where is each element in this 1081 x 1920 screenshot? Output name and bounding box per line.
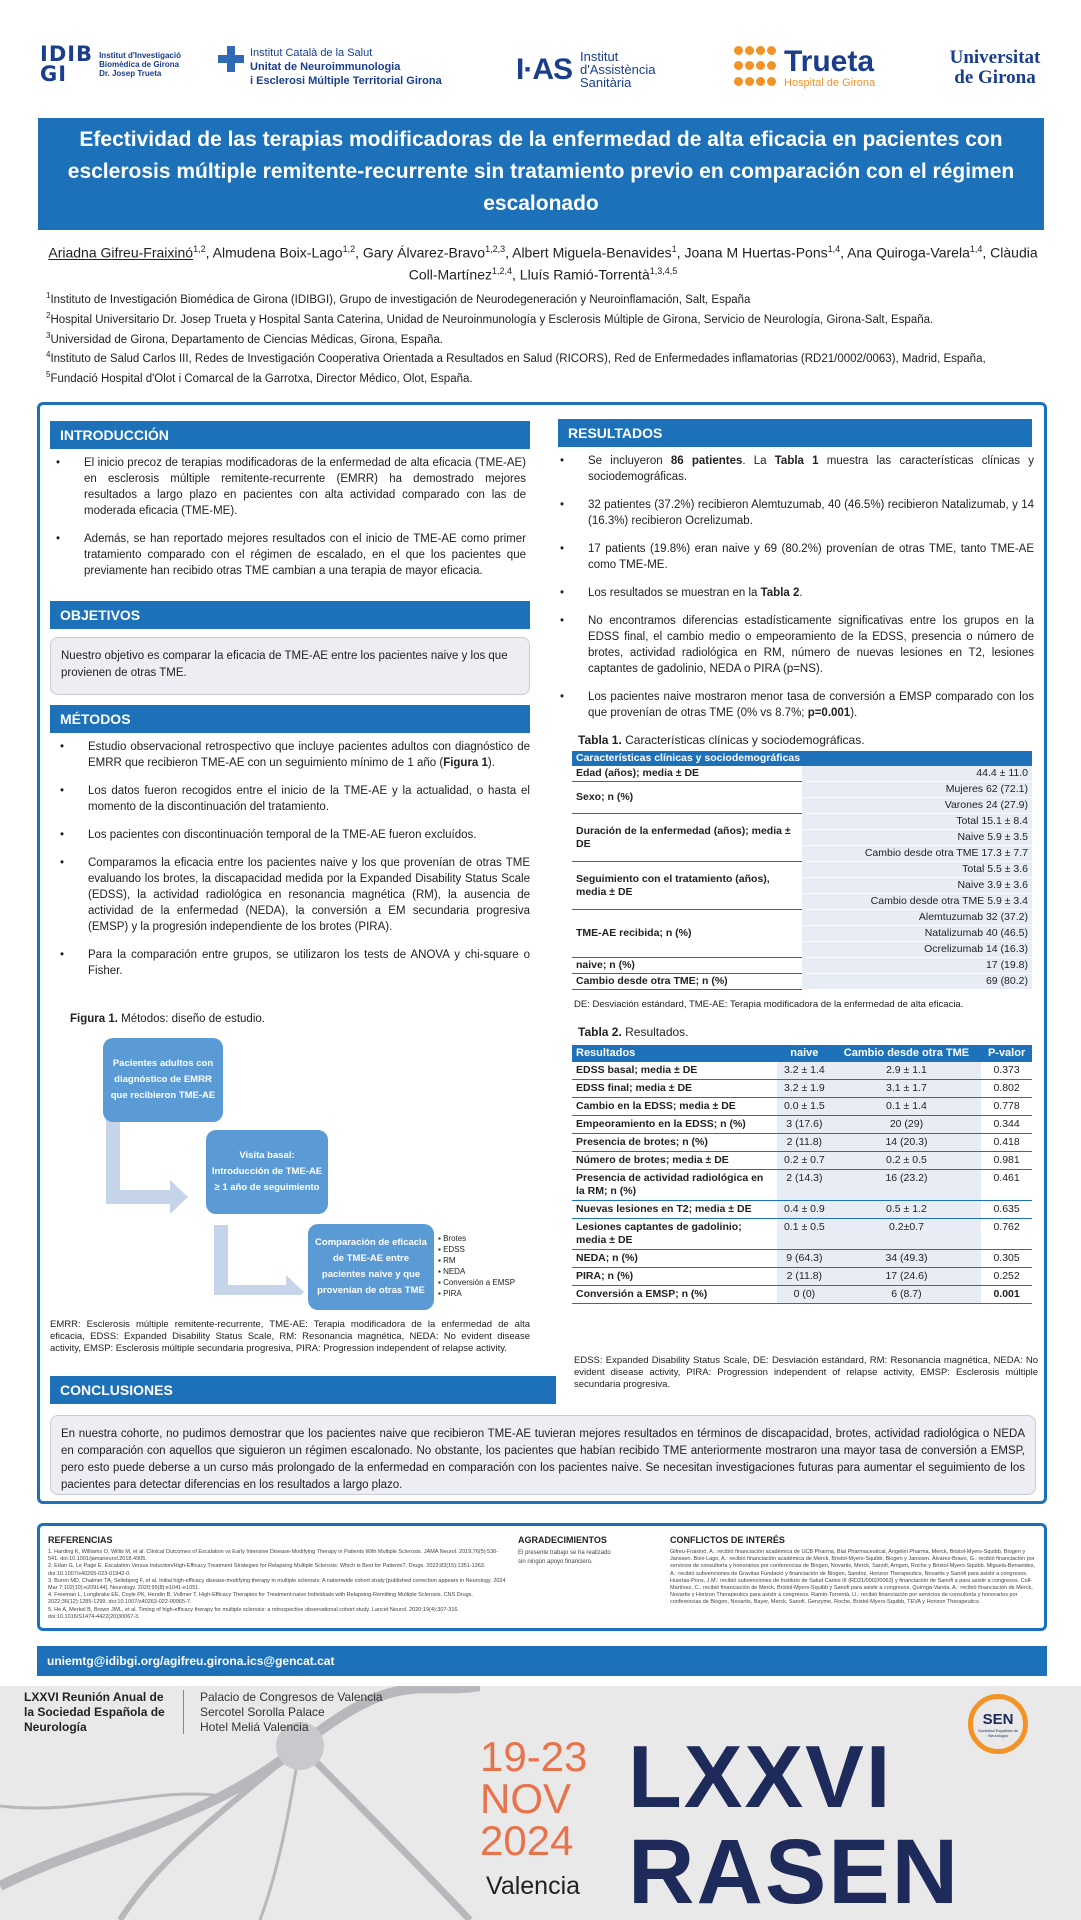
meeting-name: LXXVI Reunión Anual de la Sociedad Española de Neurología [24, 1690, 165, 1734]
affiliation-number: 1 [46, 291, 51, 300]
table2-cell: Cambio en la EDSS; media ± DE [572, 1098, 777, 1116]
table1-value-cell: Varones 24 (27.9) [802, 798, 1032, 814]
table2-row [572, 1201, 1032, 1219]
author-affiliation-sup: 1,3,4,5 [649, 265, 678, 276]
flow-arrow-1 [106, 1119, 188, 1214]
table2-row [572, 1286, 1032, 1304]
flow-outcomes-list [438, 1233, 515, 1299]
reference-item: 5. He A, Merkel B, Brown JWL, et al. Timing of high-efficacy therapy for multiple sclerosis: a retrospective observational cohort study. Lancet Neurol. 2020;19(4):307-316. doi:10.1016/S1474-4422(20)30067-3. [48, 1606, 459, 1620]
congress-acronym: RASEN [628, 1821, 961, 1920]
table2-cell: Nuevas lesiones en T2; media ± DE [572, 1201, 777, 1219]
table2-cell: EDSS final; media ± DE [572, 1080, 777, 1098]
affiliation-line [46, 347, 1056, 367]
table2-cell: 6 (8.7) [832, 1286, 981, 1304]
affiliation-number: 4 [46, 350, 51, 360]
table2-cell: 0.461 [981, 1170, 1032, 1201]
ics-line2: Unitat de Neuroimmunologia [250, 61, 401, 73]
poster-title: Efectividad de las terapias modificadoras de la enfermedad de alta eficacia en pacientes con esclerosis múltiple remitente-recurrente sin tratamiento previo en comparación con el régimen escalonado [38, 118, 1044, 230]
reference-item: 2. Edan G, Le Page E. Escalation Versus Induction/High-Efficacy Treatment Strategies for Relapsing Multiple Sclerosis: Which is Best for Patients?. Drugs. 2023;83(15):1351-1363. doi:10.1007/s40265-023-01942-0. [48, 1563, 486, 1577]
table2-cell: 9 (64.3) [777, 1250, 832, 1268]
table1-value-cell: 69 (80.2) [802, 974, 1032, 990]
objectives-box: Nuestro objetivo es comparar la eficacia de TME-AE entre los pacientes naive y los que provienen de otras TME. [50, 637, 530, 695]
table1-value-cell: Natalizumab 40 (46.5) [802, 926, 1032, 942]
table1-label-cell: Edad (años); media ± DE [572, 766, 802, 782]
table2-cell: 0.418 [981, 1134, 1032, 1152]
table1-value-cell: Total 15.1 ± 8.4 [802, 814, 1032, 830]
table2-cell: Conversión a EMSP; n (%) [572, 1286, 777, 1304]
methods-bullet: • Estudio observacional retrospectivo que incluye pacientes adultos con diagnóstico de EMRR que recibieron TME-AE con un seguimiento mínimo de 1 año (Figura 1). [50, 739, 530, 771]
affiliation-text: Universidad de Girona, Departamento de Ciencias Médicas, Girona, España. [50, 333, 443, 346]
intro-bullet: • Además, se han reportado mejores resultados con el inicio de TME-AE como primer tratamiento comparado con el régimen de escalado, en el que los pacientes que previamente han recibido otras TME cambian a una terapia de mayor eficacia. [46, 531, 526, 579]
reference-item: 4. Freeman L, Longbrake EE, Coyle PK, Hendin B, Vollmer T. High-Efficacy Therapies for Treatment-naive Individuals with Relapsing-Remitting Multiple Sclerosis. CNS Drugs. 2022;36(12):1285-1299. doi:10.1007/s40263-022-00965-7. [48, 1592, 473, 1606]
acknowledgements-column [518, 1534, 618, 1567]
table2-cell: Presencia de brotes; n (%) [572, 1134, 777, 1152]
table1-row [572, 910, 1032, 926]
table2-header-cell: P-valor [981, 1045, 1032, 1062]
ias-text: Institut d'Assistència Sanitària [580, 49, 656, 90]
table1-label-cell: Sexo; n (%) [572, 782, 802, 814]
author-affiliation-sup: 1,2 [193, 244, 206, 254]
table2-row [572, 1219, 1032, 1250]
results-bullet: • No encontramos diferencias estadísticamente significativas entre los grupos en la EDSS final, el cambio medio o empeoramiento de la EDSS, presencia o número de brotes, actividad radiológica en RM, número de nuevas lesiones en T2, lesiones captantes de gadolinio, NEDA o PIRA (p=NS). [550, 613, 1034, 677]
results-bullet: • 17 patients (19.8%) eran naive y 69 (80.2%) provenían de otras TME, tanto TME-AE como TME-ME. [550, 541, 1034, 573]
table1-value-cell: Alemtuzumab 32 (37.2) [802, 910, 1032, 926]
intro-bullets [46, 455, 526, 591]
results-bullet: • 32 patientes (37.2%) recibieron Alemtuzumab, 40 (46.5%) recibieron Natalizumab, y 14 (16.3%) recibieron Ocrelizumab. [550, 497, 1034, 529]
methods-bullet: • Los pacientes con discontinuación temporal de la TME-AE fueron excluídos. [50, 827, 530, 843]
trueta-sub: Hospital de Girona [784, 77, 876, 89]
flow-outcome-item: ▪ Brotes [438, 1233, 515, 1244]
table1-row [572, 862, 1032, 878]
table2-header-cell: naive [777, 1045, 832, 1062]
ics-cross-icon [218, 46, 244, 72]
affiliation-number: 5 [46, 370, 51, 380]
intro-heading: INTRODUCCIÓN [50, 421, 530, 449]
affiliation-text: Instituto de Investigación Biomédica de Girona (IDIBGI), Grupo de investigación de Neurodegeneración y Neuroinflamación, Salt, España [50, 293, 751, 306]
author-name: Ana Quiroga-Varela [847, 244, 970, 261]
congress-dates: 19-23 NOV 2024 [480, 1733, 588, 1864]
table1-row [572, 958, 1032, 974]
table1-value-cell: Cambio desde otra TME 17.3 ± 7.7 [802, 846, 1032, 862]
table2-cell: 0.4 ± 0.9 [777, 1201, 832, 1219]
coi-text: Gifreu-Fraixinó, A.: recibió financiación académica de UCB Pharma, Bial Pharmaceutical, Angelini Pharma, Merck, Bristol-Myers-Squibb, Biogen y Janssen. Boix-Lago, A.: recibió financiación académica de Merck, Bristol-Myers-Squibb, Biogen y Janssen. Álvarez-Bravo, G.: recibió financiación por servicios de consultoría y honorarios por conferencias de Biogen, Novartis, Merck, Sanofi, Amgen, Roche y Bristol-Myers-Squibb. Miguela-Benavides, A.: recibió subvenciones de Gravitas Fundació y financiación de Biogen, Sandoz, Horizon Therapeutics, Novartis y Sanofi para asistir a congresos. Huertas-Pons, J.M.: recibió subvenciones de Instituto de Salud Carlos III (RD21/0002/0063) y financiación de Sanofi a para asistir a congresos. Coll-Martínez, C.: recibió financiación de Merck, Bristol-Myers-Squibb y Sanofi para asistir a congresos. Quiroga-Varela, A.: recibió financiación de Merck, Novartis y Horizon Therapeutics para asistir a congresos. Ramió-Torrentà, Ll.: recibió financiación por servicios de consultoría y honorarios por conferencias de Biogen, Novartis, Bayer, Merck, Sanofi, Genzyme, Roche, Bristol-Myers-Squibb, TEVA y Horizon Therapeutics. [670, 1549, 1036, 1606]
table2-cell: 0.5 ± 1.2 [832, 1201, 981, 1219]
table1-value-cell: Total 5.5 ± 3.6 [802, 862, 1032, 878]
table2-cell: 0.373 [981, 1062, 1032, 1080]
affiliation-line [46, 308, 1056, 328]
table2-cell: 2.9 ± 1.1 [832, 1062, 981, 1080]
results-bullet: • Los resultados se muestran en la Tabla 2. [550, 585, 1034, 601]
table2-cell: 0.344 [981, 1116, 1032, 1134]
table1-row [572, 782, 1032, 798]
table2-row [572, 1134, 1032, 1152]
table1-value-cell: Ocrelizumab 14 (16.3) [802, 942, 1032, 958]
table2-row [572, 1062, 1032, 1080]
table2-header-row [572, 1045, 1032, 1062]
flow-outcome-item: ▪ Conversión a EMSP [438, 1277, 515, 1288]
ack-text: El presente trabajo se ha realizado sin ningún apoyo financiero. [518, 1550, 611, 1565]
table2-cell: Empeoramiento en la EDSS; n (%) [572, 1116, 777, 1134]
table2-cell: EDSS basal; media ± DE [572, 1062, 777, 1080]
main-panel [37, 402, 1047, 1504]
logos-bar [0, 0, 1081, 115]
objectives-heading: OBJETIVOS [50, 601, 530, 629]
methods-bullet: • Comparamos la eficacia entre los pacientes naive y los que provenían de otras TME evaluando los brotes, la discapacidad medida por la Expanded Disability Status Scale (EDSS), la actividad radiológica en resonancia magnética (RM), la ausencia de actividad de la enfermedad (NEDA), la conversión a EM secundaria progresiva (EMSP) y la progresión independiente de los brotes (PIRA). [50, 855, 530, 935]
table1-value-cell: Naive 3.9 ± 3.6 [802, 878, 1032, 894]
author-name: Clàudia Coll-Martínez [408, 244, 1038, 283]
author-affiliation-sup: 1,4 [827, 244, 841, 254]
affiliation-number: 3 [46, 330, 51, 340]
table1-label-cell: Duración de la enfermedad (años); media ± DE [572, 814, 802, 862]
table2-cell: 0.2 ± 0.7 [777, 1152, 832, 1170]
table2-cell: Lesiones captantes de gadolinio; media ± DE [572, 1219, 777, 1250]
figure1-caption-text: Métodos: diseño de estudio. [117, 1013, 265, 1025]
table1-label-cell: Cambio desde otra TME; n (%) [572, 974, 802, 990]
table1-label-cell: Seguimiento con el tratamiento (años), media ± DE [572, 862, 802, 910]
references-heading: REFERENCIAS [48, 1535, 113, 1545]
table2-cell: 2 (11.8) [777, 1268, 832, 1286]
author-name: Lluís Ramió-Torrentà [519, 266, 650, 283]
ias-logo [516, 50, 680, 89]
table2-row [572, 1268, 1032, 1286]
table1-row [572, 814, 1032, 830]
ics-line3: i Esclerosi Múltiple Territorial Girona [250, 75, 442, 87]
table2-cell: 0.2±0.7 [832, 1219, 981, 1250]
results-bullet: • Los pacientes naive mostraron menor tasa de conversión a EMSP comparado con los que provenían de otras TME (0% vs 8.7%; p=0.001). [550, 689, 1034, 721]
table1-label-cell: naive; n (%) [572, 958, 802, 974]
table2-cell: Presencia de actividad radiológica en la RM; n (%) [572, 1170, 777, 1201]
table2-cell: 0.778 [981, 1098, 1032, 1116]
flow-outcome-item: ▪ NEDA [438, 1266, 515, 1277]
authors: Ariadna Gifreu-Fraixinó$^{1,2}$, Almudena Boix-Lago$^{1,2}$, Gary Álvarez-Bravo$^{1,2,3}$, Albert Miguela-Benavides$^1$, Joana M Huertas-Pons$^{1,4}$, Ana Quiroga-Varela$^{1,4}$, Clàudia Coll-Martínez$^{1,2,4}$, Lluís Ramió-Torrentà$^{1,3,4,5}$ [48, 244, 1038, 283]
table1-caption: Tabla 1. Características clínicas y sociodemográficas. [578, 733, 865, 747]
affiliation-text: Fundació Hospital d'Olot i Comarcal de la Garrotxa, Director Médico, Olot, España. [50, 373, 473, 386]
table2-row [572, 1116, 1032, 1134]
references-column [48, 1534, 508, 1621]
conflicts-column [670, 1534, 1040, 1607]
table2-row [572, 1170, 1032, 1201]
table2-cell: 20 (29) [832, 1116, 981, 1134]
table2-cell: 0.762 [981, 1219, 1032, 1250]
trueta-dots-icon [734, 46, 778, 90]
intro-bullet: • El inicio precoz de terapias modificadoras de la enfermedad de alta eficacia (TME-AE) en esclerosis múltiple remitente-recurrente (EMRR) ha demostrado mejores resultados a largo plazo en pacientes con alta actividad comparado con las de moderada eficacia (TME-ME). [46, 455, 526, 519]
affiliation-line [46, 328, 1056, 348]
table1-label-cell: TME-AE recibida; n (%) [572, 910, 802, 958]
table2-row [572, 1098, 1032, 1116]
contact-email[interactable]: uniemtg@idibgi.org/agifreu.girona.ics@gencat.cat [37, 1646, 1047, 1676]
table2-cell: 14 (20.3) [832, 1134, 981, 1152]
figure1-caption [70, 1013, 265, 1025]
table2-cell: 0.305 [981, 1250, 1032, 1268]
table1-row [572, 766, 1032, 782]
flow-arrow-2 [214, 1225, 304, 1295]
table2-cell: 3.1 ± 1.7 [832, 1080, 981, 1098]
footer-divider [183, 1690, 184, 1734]
trueta-name: Trueta [784, 45, 875, 78]
table2-cell: 0.2 ± 0.5 [832, 1152, 981, 1170]
table2-cell: 17 (24.6) [832, 1268, 981, 1286]
methods-bullet: • Para la comparación entre grupos, se utilizaron los tests de ANOVA y chi-square o Fisher. [50, 947, 530, 979]
table2-note: EDSS: Expanded Disability Status Scale, DE: Desviación estándard, RM: Resonancia magnética, NEDA: No evident disease activity, PIRA: Progression independent of relapse activity, EMSP: Esclerosis múltiple secundaria progresiva. [574, 1355, 1038, 1390]
results-bullets [550, 453, 1034, 733]
table2-cell: 0 (0) [777, 1286, 832, 1304]
table2 [572, 1045, 1032, 1304]
table2-cell: Número de brotes; media ± DE [572, 1152, 777, 1170]
affiliation-text: Hospital Universitario Dr. Josep Trueta y Hospital Santa Caterina, Unidad de Neuroinmunología y Esclerosis Múltiple de Girona, Servicio de Neurología, Girona-Salt, España. [50, 313, 934, 326]
table2-cell: 34 (49.3) [832, 1250, 981, 1268]
ack-heading: AGRADECIMIENTOS [518, 1535, 607, 1545]
table1-note: DE: Desviación estándard, TME-AE: Terapia modificadora de la enfermedad de alta eficacia. [574, 999, 964, 1010]
results-heading: RESULTADOS [558, 419, 1032, 447]
table1-value-cell: 44.4 ± 11.0 [802, 766, 1032, 782]
trueta-logo [734, 46, 875, 90]
table2-caption: Tabla 2. Resultados. [578, 1025, 689, 1039]
table2-cell: 3.2 ± 1.4 [777, 1062, 832, 1080]
author-name: Almudena Boix-Lago [212, 244, 343, 261]
table2-header-cell: Cambio desde otra TME [832, 1045, 981, 1062]
sen-logo: SEN Sociedad Española de Neurología [968, 1694, 1028, 1754]
author-affiliation-sup: 1 [671, 244, 677, 254]
table2-cell: 0.1 ± 0.5 [777, 1219, 832, 1250]
flow-box-patients: Pacientes adultos con diagnóstico de EMRR que recibieron TME-AE [103, 1038, 223, 1122]
affiliation-line [46, 288, 1056, 308]
author-affiliation-sup: 1,2,4 [491, 265, 513, 276]
affiliation-line [46, 367, 1056, 387]
coi-heading: CONFLICTOS DE INTERÉS [670, 1535, 785, 1545]
author-name: Gary Álvarez-Bravo [362, 244, 486, 261]
table2-cell: 2 (14.3) [777, 1170, 832, 1201]
results-bullet: • Se incluyeron 86 patientes. La Tabla 1 muestra las características clínicas y sociodemográficas. [550, 453, 1034, 485]
table2-cell: 0.001 [981, 1286, 1032, 1304]
table1-value-cell: 17 (19.8) [802, 958, 1032, 974]
affiliations [46, 288, 1056, 387]
references-panel [37, 1523, 1047, 1631]
figure1-caption-bold: Figura 1. [70, 1013, 118, 1025]
author-name: Albert Miguela-Benavides [512, 244, 672, 261]
table2-cell: PIRA; n (%) [572, 1268, 777, 1286]
author-affiliation-sup: 1,4 [969, 244, 983, 254]
table1 [572, 751, 1032, 990]
table2-cell: 3 (17.6) [777, 1116, 832, 1134]
udg-logo: Universitat de Girona [949, 47, 1041, 88]
table2-cell: 16 (23.2) [832, 1170, 981, 1201]
table2-cell: 0.1 ± 1.4 [832, 1098, 981, 1116]
table1-value-cell: Cambio desde otra TME 5.9 ± 3.4 [802, 894, 1032, 910]
table2-row [572, 1080, 1032, 1098]
author-affiliation-sup: 1,2,3 [485, 244, 506, 254]
table1-value-cell: Naive 5.9 ± 3.5 [802, 830, 1032, 846]
ics-line1: Institut Català de la Salut [250, 47, 373, 59]
author-name: Joana M Huertas-Pons [684, 244, 828, 261]
ias-mark: I·AS [516, 52, 572, 86]
table2-cell: NEDA; n (%) [572, 1250, 777, 1268]
conclusions-heading: CONCLUSIONES [50, 1376, 556, 1404]
idibgi-text: Institut d'Investigació Biomèdica de Girona Dr. Josep Trueta [99, 50, 181, 78]
table2-header-cell: Resultados [572, 1045, 777, 1062]
table2-cell: 0.0 ± 1.5 [777, 1098, 832, 1116]
table2-row [572, 1250, 1032, 1268]
flow-box-comparison: Comparación de eficacia de TME-AE entre pacientes naive y que provenían de otras TME [308, 1224, 434, 1310]
reference-item: 3. Buron MD, Chalmer TA, Sellebjerg F, et al. Initial high-efficacy disease-modifying therapy in multiple sclerosis: A nationwide cohort study [published correction appears in Neurology. 2024 Mar 7;102(10):e209144]. Neurology. 2020;95(8):e1041-e1051. [48, 1577, 506, 1592]
idibgi-logo [40, 44, 189, 84]
ics-logo [218, 46, 442, 88]
congress-city: Valencia [486, 1872, 581, 1900]
affiliation-text: Instituto de Salud Carlos III, Redes de Investigación Cooperativa Orientada a Resultados en Salud (RICORS), Red de Enfermedades inflamatorias (RD21/0002/0063), Madrid, España, [50, 353, 986, 366]
affiliation-number: 2 [46, 310, 51, 320]
author-affiliation-sup: 1,2 [342, 244, 356, 254]
table1-value-cell: Mujeres 62 (72.1) [802, 782, 1032, 798]
methods-abbreviations: EMRR: Esclerosis múltiple remitente-recurrente, TME-AE: Terapia modificadora de la enfermedad de alta eficacia, EDSS: Expanded Disability Status Scale, RM: Resonancia magnética, NEDA: No evident disease activity, EMSP: Esclerosis múltiple secundaria progresiva, PIRA: Progression independent of relapse activity. [50, 1319, 530, 1354]
methods-bullet: • Los datos fueron recogidos entre el inicio de la TME-AE y la actualidad, o hasta el momento de la discontinuación del tratamiento. [50, 783, 530, 815]
conclusions-box: En nuestra cohorte, no pudimos demostrar que los pacientes naive que recibieron TME-AE tuvieran mejores resultados en términos de discapacidad, brotes, actividad radiológica o NEDA en comparación con aquellos que siguieron un régimen escalonado. No obstante, los pacientes que habían recibido TME anteriormente mostraron una mayor tasa de conversión a EMSP, pero esto puede deberse a un curso más prolongado de la enfermedad en comparación con los pacientes naive. Se necesitan investigaciones futuras para aumentar el seguimiento de los pacientes para detectar diferencias en los resultados a largo plazo. [50, 1415, 1036, 1495]
author-name: Ariadna Gifreu-Fraixinó [48, 244, 194, 261]
reference-item: 1. Harding K, Williams O, Willis M, et al. Clinical Outcomes of Escalation vs Early Intensive Disease-Modifying Therapy in Patients With Multiple Sclerosis. JAMA Neurol. 2019;76(5):536-541. doi:10.1001/jamaneurol.2018.4905. [48, 1549, 499, 1563]
methods-heading: MÉTODOS [50, 705, 530, 733]
table2-cell: 0.635 [981, 1201, 1032, 1219]
table2-cell: 3.2 ± 1.9 [777, 1080, 832, 1098]
flow-box-baseline: Visita basal: Introducción de TME-AE ≥ 1 año de seguimiento [206, 1130, 328, 1214]
table2-cell: 0.252 [981, 1268, 1032, 1286]
table2-row [572, 1152, 1032, 1170]
table2-cell: 2 (11.8) [777, 1134, 832, 1152]
table1-row [572, 974, 1032, 990]
methods-bullets [50, 739, 530, 991]
flow-outcome-item: ▪ RM [438, 1255, 515, 1266]
congress-edition: LXXVI [628, 1727, 893, 1826]
venue-list: Palacio de Congresos de Valencia Sercotel Sorolla Palace Hotel Meliá Valencia [200, 1690, 383, 1734]
table1-header-row [572, 751, 1032, 766]
table2-cell: 0.802 [981, 1080, 1032, 1098]
idibgi-mark: IDIB GI [40, 42, 94, 86]
congress-footer [0, 1686, 1081, 1920]
flow-outcome-item: ▪ PIRA [438, 1288, 515, 1299]
table1-header-cell: Características clínicas y sociodemográficas [572, 751, 1032, 766]
table2-cell: 0.981 [981, 1152, 1032, 1170]
flow-outcome-item: ▪ EDSS [438, 1244, 515, 1255]
